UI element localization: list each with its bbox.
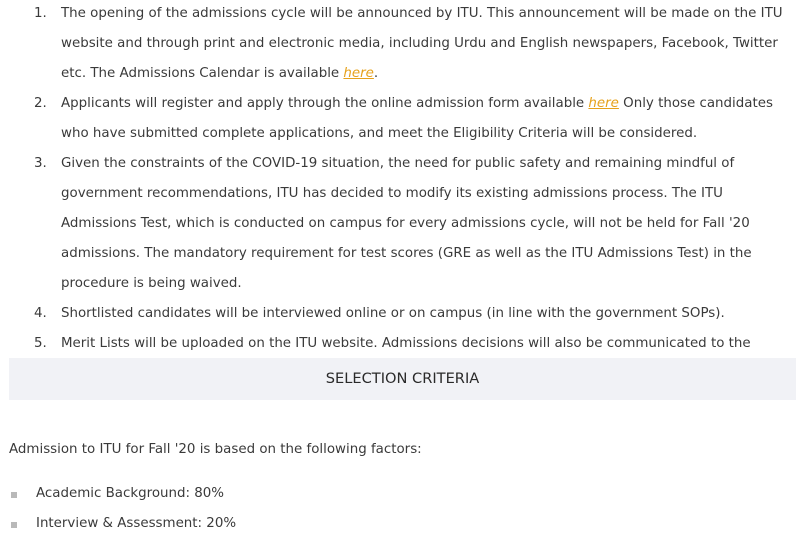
selection-criteria-heading: SELECTION CRITERIA [9,358,796,400]
step-number: 2. [34,96,47,111]
step-item [0,89,798,149]
factor-text: Interview & Assessment: 20% [36,516,237,531]
selection-intro-text: Admission to ITU for Fall '20 is based on the following factors: [9,442,422,457]
square-bullet-icon [11,492,17,498]
selection-factors-list [0,479,236,539]
step-number: 4. [34,306,47,321]
step-item [0,149,798,299]
step-number: 1. [34,6,47,21]
step-text: Applicants will register and apply through the online admission form available [61,96,589,111]
step-text: Shortlisted candidates will be interviewed online or on campus (in line with the government SOPs). [61,306,725,321]
step-text-end: Only those candidates who have submitted complete applications, and meet the Eligibility Criteria will be considered. [61,96,773,141]
step-text: Merit Lists will be uploaded on the ITU website. Admissions decisions will also be communicated to the [61,336,751,351]
factor-text: Academic Background: 80% [36,486,225,501]
step-text: Given the constraints of the COVID-19 situation, the need for public safety and remaining mindful of government recommendations, ITU has decided to modify its existing admissions process. The ITU Admissions Test, which is conducted on campus for every admissions cycle, will not be held for Fall '20 admissions. The mandatory requirement for test scores (GRE as well as the ITU Admissions Test) in the procedure is being waived. [61,156,752,291]
admission-form-link[interactable]: here [588,96,619,111]
step-text-end: . [373,66,379,81]
step-number: 3. [34,156,47,171]
step-item [0,0,798,89]
admissions-calendar-link[interactable]: here [343,66,374,81]
step-item [0,299,798,329]
square-bullet-icon [11,522,17,528]
factor-item [0,479,236,509]
factor-item [0,509,236,539]
step-text: The opening of the admissions cycle will be announced by ITU. This announcement will be made on the ITU website and through print and electronic media, including Urdu and English newspapers, Facebook, Twitter etc. The Admissions Calendar is available [61,6,783,81]
step-number: 5. [34,336,47,351]
